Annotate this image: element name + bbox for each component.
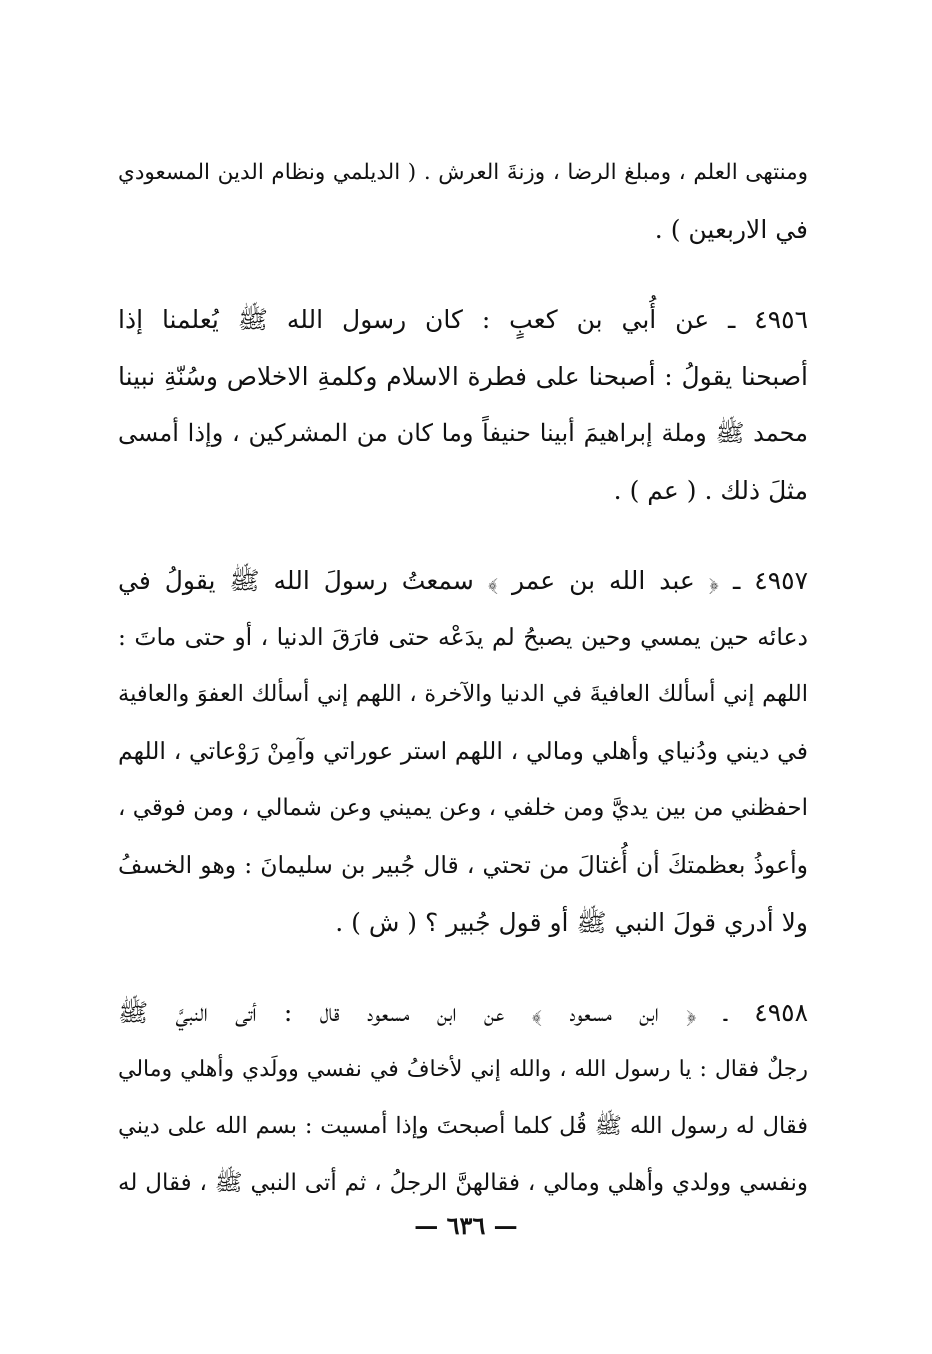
hadith-4958 xyxy=(118,984,808,1212)
paragraph-gap xyxy=(118,258,808,291)
text-line: دعائه حين يمسي وحين يصبحُ لم يدَعْه حتى فارَقَ الدنيا ، أو حتى ماتَ : xyxy=(118,623,808,651)
text-line: مثلَ ذلك . ( عم ) . xyxy=(613,476,808,505)
hadith-4957 xyxy=(118,552,808,951)
text-line: ومنتهى العلم ، ومبلغ الرضا ، وزنةَ العرش . ( الديلمي ونظام الدين المسعودي xyxy=(118,160,808,185)
text-line: أصبحنا يقولُ : أصبحنا على فطرة الاسلام وكلمةِ الاخلاص وسُنّةِ نبينا xyxy=(118,362,808,391)
page-body xyxy=(118,144,808,1212)
text-line: رجلٌ فقال : يا رسول الله ، والله إني لأخافُ في نفسي وولَدي وأهلي ومالي xyxy=(118,1057,808,1082)
text-line: ٤٩٥٨ ـ ﴿ ابن مسعود ﴾ عن ابن مسعود قال : أتى النبيَّ ﷺ xyxy=(118,998,808,1027)
text-line: فقال له رسول الله ﷺ قُل كلما أصبحتَ وإذا أمسيت : بسم الله على ديني xyxy=(118,1113,808,1139)
text-line: في ديني ودُنياي وأهلي ومالي ، اللهم استر عوراتي وآمِنْ رَوْعاتي ، اللهم xyxy=(118,737,808,765)
text-line: ولا أدري قولَ النبي ﷺ أو قول جُبير ؟ ( ش ) . xyxy=(335,908,808,937)
page-number: — ٦٣٦ — xyxy=(414,1211,518,1240)
text-line: في الاربعين ) . xyxy=(654,215,808,244)
text-line: وأعوذُ بعظمتكَ أن أُغتالَ من تحتي ، قال جُبير بن سليمانَ : وهو الخسفُ xyxy=(118,851,808,879)
paragraph-gap xyxy=(118,951,808,984)
paragraph-gap xyxy=(118,519,808,552)
hadith-4956 xyxy=(118,291,808,519)
text-line: ونفسي وولدي وأهلي ومالي ، فقالهنَّ الرجلُ ، ثم أتى النبي ﷺ ، فقال له xyxy=(118,1170,808,1196)
text-line: محمد ﷺ وملة إبراهيمَ أبينا حنيفاً وما كان من المشركين ، وإذا أمسى xyxy=(118,419,808,447)
text-line: احفظني من بين يديَّ ومن خلفي ، وعن يميني وعن شمالي ، ومن فوقي ، xyxy=(118,795,808,821)
paragraph-continuation xyxy=(118,144,808,258)
text-line: ٤٩٥٧ ـ ﴿ عبد الله بن عمر ﴾ سمعتُ رسولَ الله ﷺ يقولُ في xyxy=(118,566,808,595)
text-line: اللهم إني أسألك العافيةَ في الدنيا والآخرة ، اللهم إني أسألك العفوَ والعافية xyxy=(118,681,808,707)
text-line: ٤٩٥٦ ـ عن أُبي بن كعبٍ : كان رسول الله ﷺ يُعلمنا إذا xyxy=(118,305,808,334)
